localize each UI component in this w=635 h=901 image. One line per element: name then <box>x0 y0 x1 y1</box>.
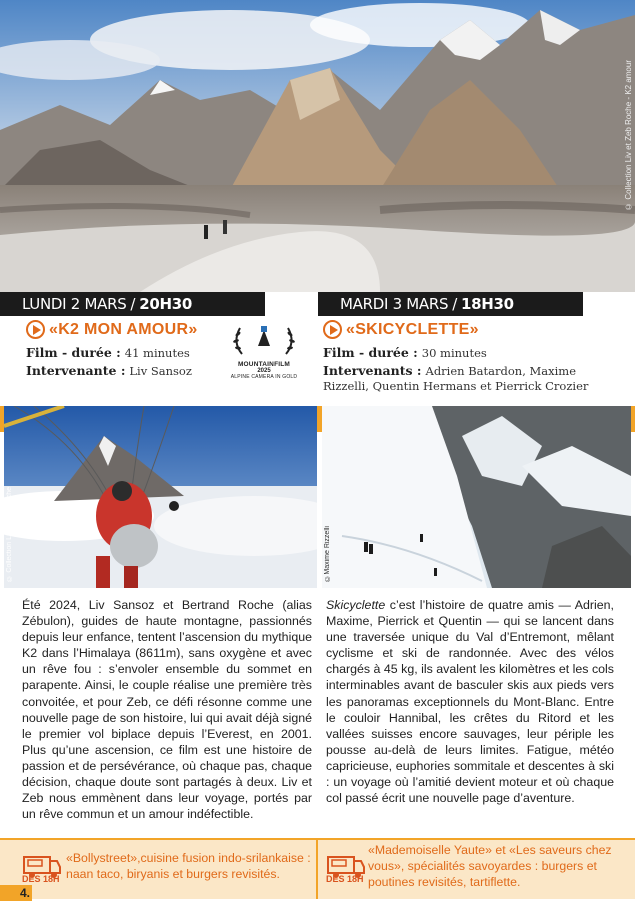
page-number: 4. <box>0 885 32 901</box>
hero-photo-credit: © Collection Liv et Zeb Roche - K2 amour <box>624 60 633 211</box>
date-left-day: LUNDI 2 MARS <box>22 295 127 313</box>
play-icon <box>26 320 45 339</box>
description-film-name: Skicyclette <box>326 598 386 612</box>
date-right-separator: / <box>452 295 457 313</box>
photo-left-credit: © Collection Liv et Zeb Roche <box>6 487 13 582</box>
speaker-value: Liv Sansoz <box>129 364 192 378</box>
date-right-time: 18H30 <box>461 295 514 313</box>
food-left-text: «Bollystreet»,cuisine fusion indo-srilankaise : naan taco, biryanis et burgers revisités. <box>66 851 311 881</box>
award-name: MOUNTAINFILM <box>237 361 291 368</box>
award-year: 2025 <box>257 368 271 374</box>
date-bar-right <box>318 292 583 316</box>
date-left-time: 20H30 <box>139 295 192 313</box>
speaker-value: Adrien Batardon, Maxime Rizzelli, Quentin Hermans et Pierrick Crozier <box>323 364 589 393</box>
food-right-section <box>318 840 635 899</box>
mountainfilm-award-badge <box>228 324 300 386</box>
film-label: Film - durée : <box>323 345 418 360</box>
photo-right-credit: ©Maxime Rizzelli <box>324 526 331 582</box>
k2-paraglide-photo <box>4 406 317 588</box>
event-right-title: «SKICYCLETTE» <box>346 320 479 338</box>
food-right-time: DÈS 18H <box>326 874 364 884</box>
speaker-label: Intervenants : <box>323 363 422 378</box>
hero-photo <box>0 0 635 292</box>
skicyclette-photo <box>322 406 631 588</box>
film-value: 41 minutes <box>124 346 190 360</box>
laurel-icon <box>228 324 300 356</box>
date-bar-left <box>0 292 265 316</box>
food-right-text: «Mademoiselle Yaute» et «Les saveurs chez vous», spécialités savoyardes : burgers et poutines revisités, tartiflette. <box>368 843 612 889</box>
film-value: 30 minutes <box>421 346 487 360</box>
event-right-speaker <box>323 363 623 393</box>
date-right-day: MARDI 3 MARS <box>340 295 449 313</box>
hero-landscape-image <box>0 0 635 292</box>
paraglide-image <box>4 406 317 588</box>
food-left-section <box>0 840 316 899</box>
food-left-time: DÈS 18H <box>22 874 60 884</box>
event-left-description: Été 2024, Liv Sansoz et Bertrand Roche (alias Zébulon), guides de haute montagne, passionnés depuis leur enfance, tentent l’ascension du mythique K2 dans l’Himalaya (8611m), sans oxygène et avec un rêve fou : s’envoler ensemble du sommet en parapente. Ainsi, le couple réalise une première très convoitée, et pour Zeb, ce défi résonne comme une nouvelle page de son histoire, lui qui avait déjà signé le premier vol biplace depuis l’Everest, en 2001. Plus qu’une ascension, ce film est une histoire de passion et de persévérance, où chaque pas, chaque décision, chaque doute sont partagés à deux. Liv et Zeb nous emmènent dans leur voyage, portés par un rêve commun et un amour indéfectible. <box>22 598 313 822</box>
speaker-label: Intervenante : <box>26 363 126 378</box>
ski-ridge-image <box>322 406 631 588</box>
date-left-separator: / <box>130 295 136 313</box>
award-label: ALPINE CAMERA IN GOLD <box>230 374 298 380</box>
event-left-title: «K2 MON AMOUR» <box>49 320 198 338</box>
event-right-film <box>323 345 623 360</box>
event-right-title-row <box>323 320 623 339</box>
orange-tab-right <box>631 406 635 432</box>
description-body: c’est l’histoire de quatre amis — Adrien, Maxime, Pierrick et Quentin — qui se lancent dans une traversée unique du Val d’Entremont, mêlant cyclisme et ski de randonnée. Avec des vélos chargés à 45 kg, ils avalent les kilomètres et les cols interminables avant de basculer skis aux pieds vers les panoramas exceptionnels du Mont-Blanc. Entre le couloir Hannibal, les crêtes du Ritord et les vallées suisses encore sauvages, leur périple les pousse au-delà de leurs limites. Fatigue, météo capricieuse, euphories sommitale et descentes à ski : un voyage où l’amitié devient moteur et où chaque col passé écrit une nouvelle page d’aventure. <box>326 598 614 806</box>
event-right-info <box>323 320 623 393</box>
play-icon <box>323 320 342 339</box>
film-label: Film - durée : <box>26 345 121 360</box>
event-right-description <box>326 597 614 806</box>
